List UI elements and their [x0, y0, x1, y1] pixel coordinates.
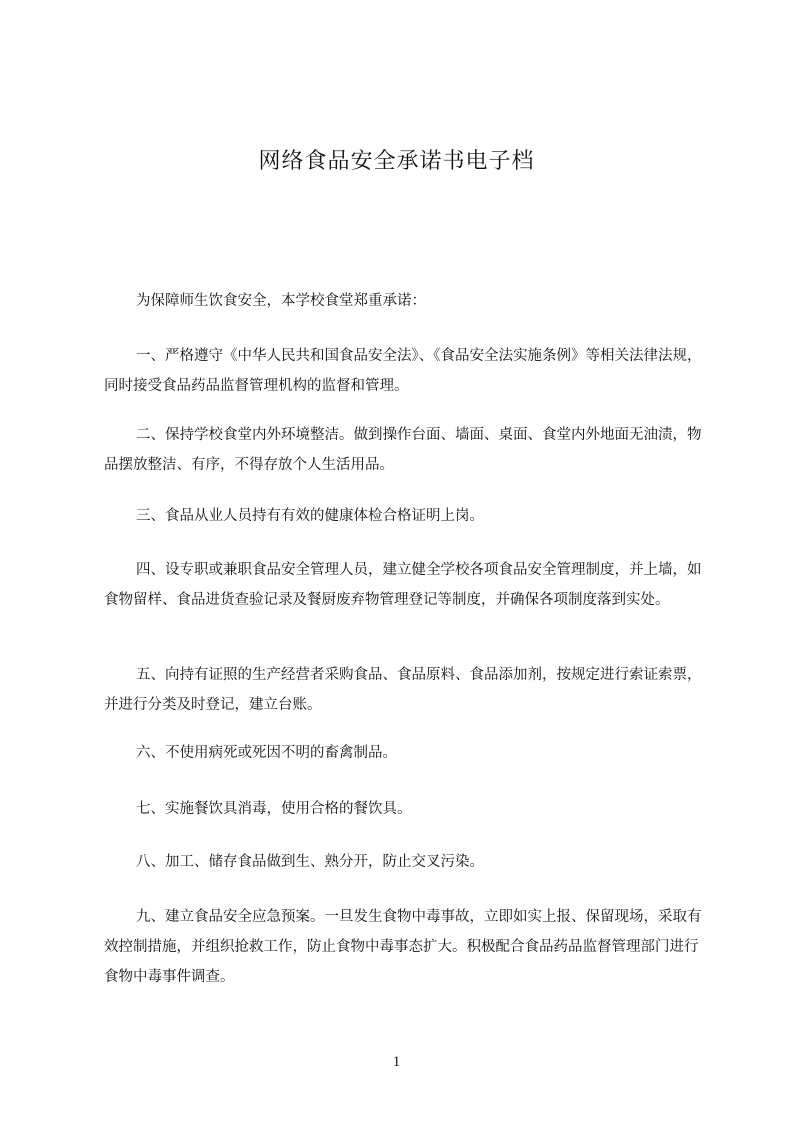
commitment-paragraph-5: 五、向持有证照的生产经营者采购食品、食品原料、食品添加剂，按规定进行索证索票，并进行分类及时登记，建立台账。 [104, 667, 702, 713]
commitment-paragraph-3: 三、食品从业人员持有有效的健康体检合格证明上岗。 [136, 508, 484, 524]
document-title: 网络食品安全承诺书电子档 [258, 149, 535, 174]
commitment-paragraph-4: 四、设专职或兼职食品安全管理人员，建立健全学校各项食品安全管理制度，并上墙，如食物留样、食品进货查验记录及餐厨废弃物管理登记等制度，并确保各项制度落到实处。 [104, 562, 702, 608]
commitment-paragraph-8: 八、加工、储存食品做到生、熟分开，防止交叉污染。 [136, 854, 484, 870]
commitment-paragraph-7: 七、实施餐饮具消毒，使用合格的餐饮具。 [136, 801, 412, 817]
commitment-paragraph-9: 九、建立食品安全应急预案。一旦发生食物中毒事故，立即如实上报、保留现场，采取有效控制措施，并组织抢救工作，防止食物中毒事态扩大。积极配合食品药品监督管理部门进行食物中毒事件调查。 [104, 909, 702, 985]
commitment-paragraph-1: 一、严格遵守《中华人民共和国食品安全法》、《食品安全法实施条例》等相关法律法规，同时接受食品药品监督管理机构的监督和管理。 [104, 348, 702, 394]
commitment-paragraph-2: 二、保持学校食堂内外环境整洁。做到操作台面、墙面、桌面、食堂内外地面无油渍，物品摆放整洁、有序，不得存放个人生活用品。 [104, 427, 702, 473]
intro-paragraph: 为保障师生饮食安全，本学校食堂郑重承诺： [136, 293, 426, 309]
commitment-paragraph-6: 六、不使用病死或死因不明的畜禽制品。 [136, 745, 397, 761]
page-number: 1 [392, 1054, 401, 1070]
